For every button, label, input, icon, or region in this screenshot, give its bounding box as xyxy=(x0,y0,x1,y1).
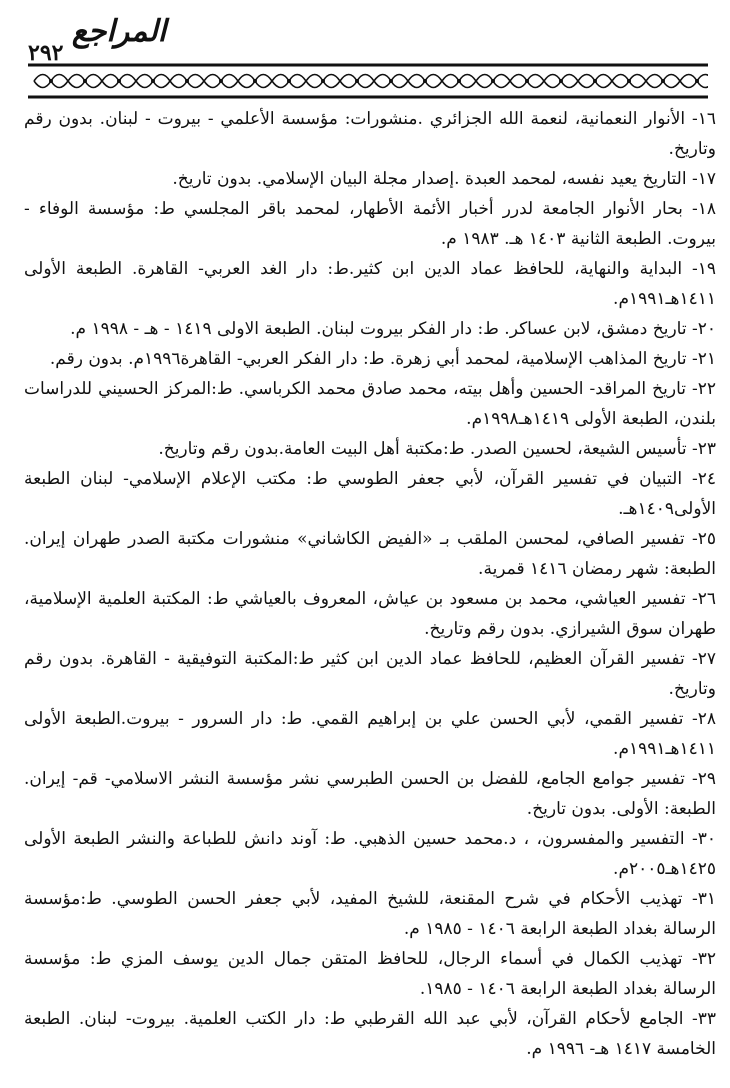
reference-item xyxy=(24,584,716,644)
chapter-title: المراجع xyxy=(71,14,167,49)
reference-item xyxy=(24,434,716,464)
reference-item xyxy=(24,524,716,584)
reference-text: ٢٥- تفسير الصافي، لمحسن الملقب بـ «الفيض الكاشاني» منشورات مكتبة الصدر طهران إيران. الطبعة: شهر رمضان ١٤١٦ قمرية. xyxy=(24,529,716,579)
reference-text: ٢٠- تاريخ دمشق، لابن عساكر. ط: دار الفكر بيروت لبنان. الطبعة الاولى ١٤١٩ - هـ - ١٩٩٨ م. xyxy=(70,319,716,339)
reference-item xyxy=(24,644,716,704)
reference-text: ٢٨- تفسير القمي، لأبي الحسن علي بن إبراهيم القمي. ط: دار السرور - بيروت.الطبعة الأولى ١٤١١هـ١٩٩١م. xyxy=(24,709,716,759)
reference-item xyxy=(24,374,716,434)
reference-item xyxy=(24,344,716,374)
reference-text: ١٦- الأنوار النعمانية، لنعمة الله الجزائري .منشورات: مؤسسة الأعلمي - بيروت - لبنان. بدون رقم وتاريخ. xyxy=(24,109,716,159)
reference-text: ١٧- التاريخ يعيد نفسه، لمحمد العبدة .إصدار مجلة البيان الإسلامي. بدون تاريخ. xyxy=(172,169,716,189)
page-number: ٢٩٢ xyxy=(28,40,64,66)
references-list xyxy=(24,104,716,1064)
reference-text: ٣٣- الجامع لأحكام القرآن، لأبي عبد الله القرطبي ط: دار الكتب العلمية. بيروت- لبنان. الطبعة الخامسة ١٤١٧ هـ- ١٩٩٦ م. xyxy=(24,1009,716,1059)
reference-text: ٣١- تهذيب الأحكام في شرح المقنعة، للشيخ المفيد، لأبي جعفر الحسن الطوسي. ط:مؤسسة الرسالة بغداد الطبعة الرابعة ١٤٠٦ - ١٩٨٥ م. xyxy=(24,889,716,939)
reference-item xyxy=(24,164,716,194)
reference-item xyxy=(24,704,716,764)
reference-item xyxy=(24,884,716,944)
reference-text: ٢١- تاريخ المذاهب الإسلامية، لمحمد أبي زهرة. ط: دار الفكر العربي- القاهرة١٩٩٦م. بدون رقم. xyxy=(49,349,716,369)
reference-item xyxy=(24,764,716,824)
reference-item xyxy=(24,944,716,1004)
reference-item xyxy=(24,104,716,164)
reference-text: ١٨- بحار الأنوار الجامعة لدرر أخبار الأئمة الأطهار، لمحمد باقر المجلسي ط: مؤسسة الوفاء - بيروت. الطبعة الثانية ١٤٠٣ هـ. ١٩٨٣ م. xyxy=(24,199,716,249)
reference-item xyxy=(24,254,716,314)
ornamental-border xyxy=(28,62,708,100)
reference-text: ٢٦- تفسير العياشي، محمد بن مسعود بن عياش، المعروف بالعياشي ط: المكتبة العلمية الإسلامية، طهران سوق الشيرازي. بدون رقم وتاريخ. xyxy=(24,589,716,639)
reference-text: ٢٢- تاريخ المراقد- الحسين وأهل بيته، محمد صادق محمد الكرباسي. ط:المركز الحسيني للدراسات بلندن، الطبعة الأولى ١٤١٩هـ١٩٩٨م. xyxy=(24,379,716,429)
reference-item xyxy=(24,464,716,524)
reference-text: ٢٩- تفسير جوامع الجامع، للفضل بن الحسن الطبرسي نشر مؤسسة النشر الاسلامي- قم- إيران. الطبعة: الأولى. بدون تاريخ. xyxy=(24,769,716,819)
reference-item xyxy=(24,1004,716,1064)
reference-item xyxy=(24,194,716,254)
reference-text: ٢٤- التبيان في تفسير القرآن، لأبي جعفر الطوسي ط: مكتب الإعلام الإسلامي- لبنان الطبعة الأولى١٤٠٩هـ. xyxy=(24,469,716,519)
reference-text: ٢٣- تأسيس الشيعة، لحسين الصدر. ط:مكتبة أهل البيت العامة.بدون رقم وتاريخ. xyxy=(158,439,716,459)
reference-text: ٣٠- التفسير والمفسرون، ، د.محمد حسين الذهبي. ط: آوند دانش للطباعة والنشر الطبعة الأولى ١٤٢٥هـ٢٠٠٥م. xyxy=(24,829,716,879)
reference-text: ٢٧- تفسير القرآن العظيم، للحافظ عماد الدين ابن كثير ط:المكتبة التوفيقية - القاهرة. بدون رقم وتاريخ. xyxy=(24,649,716,699)
reference-text: ٣٢- تهذيب الكمال في أسماء الرجال، للحافظ المتقن جمال الدين يوسف المزي ط: مؤسسة الرسالة بغداد الطبعة الرابعة ١٤٠٦ - ١٩٨٥. xyxy=(24,949,716,999)
reference-item xyxy=(24,314,716,344)
reference-item xyxy=(24,824,716,884)
page-header xyxy=(0,0,730,100)
reference-text: ١٩- البداية والنهاية، للحافظ عماد الدين ابن كثير.ط: دار الغد العربي- القاهرة. الطبعة الأولى ١٤١١هـ١٩٩١م. xyxy=(24,259,716,309)
